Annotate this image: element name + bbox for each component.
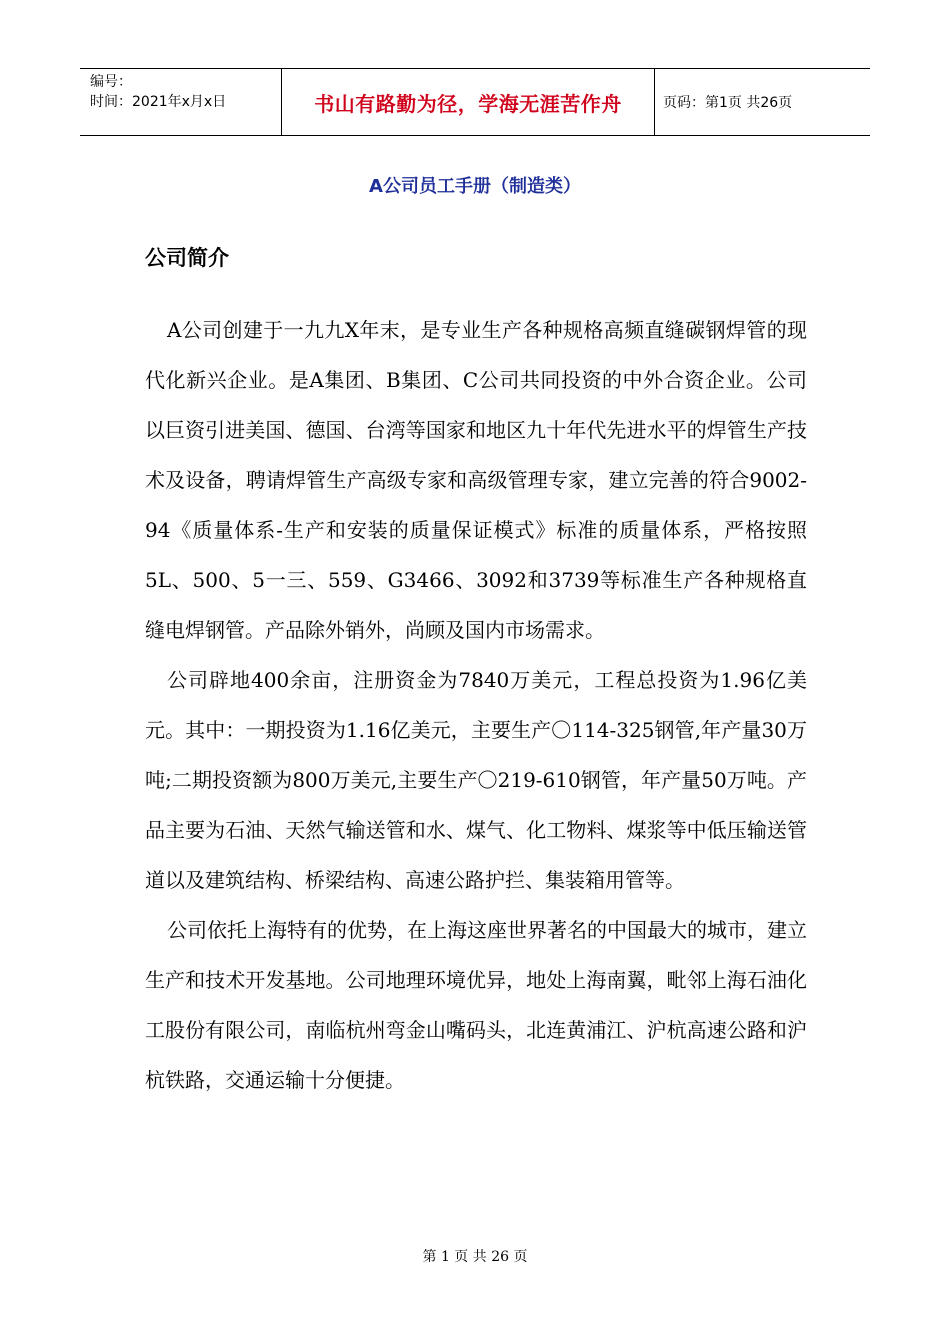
body-text <box>145 305 807 1105</box>
paragraph: 公司依托上海特有的优势，在上海这座世界著名的中国最大的城市，建立生产和技术开发基地。公司地理环境优异，地处上海南翼，毗邻上海石油化工股份有限公司，南临杭州弯金山嘴码头，北连黄浦江、沪杭高速公路和沪杭铁路，交通运输十分便捷。 <box>145 918 807 1092</box>
number-label: 编号： <box>90 74 132 90</box>
header-page-cell <box>655 69 870 135</box>
motto-text: 书山有路勤为径，学海无涯苦作舟 <box>314 91 622 116</box>
paragraph: A公司创建于一九九X年末，是专业生产各种规格高频直缝碳钢焊管的现代化新兴企业。是A集团、B集团、C公司共同投资的中外合资企业。公司以巨资引进美国、德国、台湾等国家和地区九十年代先进水平的焊管生产技术及设备，聘请焊管生产高级专家和高级管理专家，建立完善的符合9002-94《质量体系-生产和安装的质量保证模式》标准的质量体系，严格按照5L、500、5一三、559、G3466、3092和3739等标准生产各种规格直缝电焊钢管。产品除外销外，尚顾及国内市场需求。 <box>145 318 807 642</box>
header-table <box>80 68 870 136</box>
page-info: 页码：第1页 共26页 <box>663 95 793 111</box>
document-title: A公司员工手册（制造类） <box>369 176 581 197</box>
header-meta-cell <box>80 69 282 135</box>
section-heading: 公司简介 <box>145 246 229 270</box>
paragraph: 公司辟地400余亩，注册资金为7840万美元，工程总投资为1.96亿美元。其中：一期投资为1.16亿美元，主要生产〇114-325钢管,年产量30万吨;二期投资额为800万美元,主要生产〇219-610钢管，年产量50万吨。产品主要为石油、天然气输送管和水、煤气、化工物料、煤浆等中低压输送管道以及建筑结构、桥梁结构、高速公路护拦、集装箱用管等。 <box>145 668 807 892</box>
time-label: 时间：2021年x月x日 <box>90 94 227 110</box>
page-footer: 第 1 页 共 26 页 <box>422 1249 528 1265</box>
header-motto-cell <box>282 69 655 135</box>
